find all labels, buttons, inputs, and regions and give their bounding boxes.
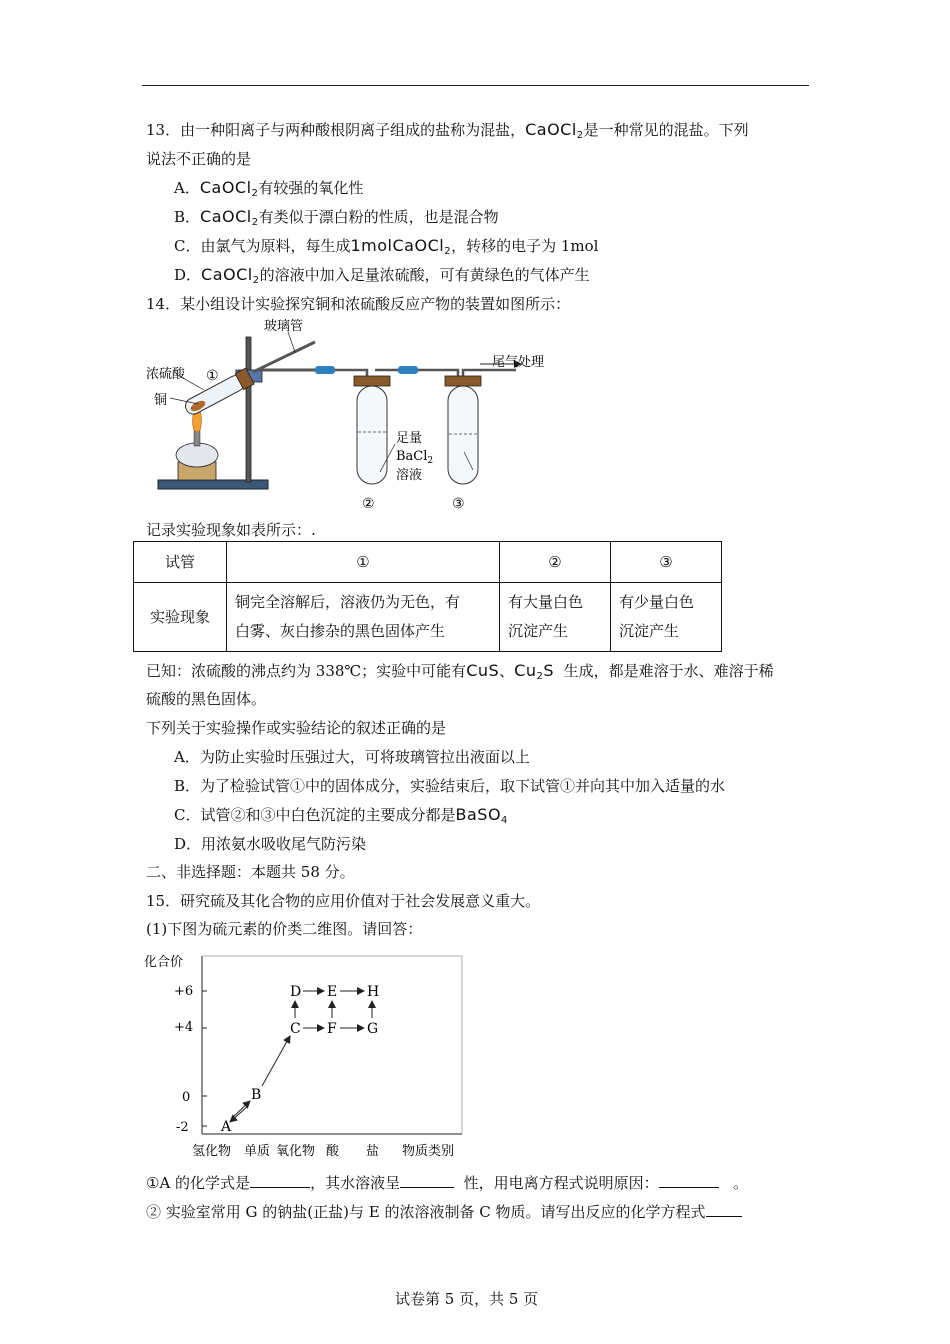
option-formula-sub: 4 xyxy=(501,815,508,826)
q15-q1 xyxy=(146,1171,748,1194)
cell-line: 铜完全溶解后，溶液仍为无色，有 xyxy=(235,593,461,611)
q14-option-a[interactable] xyxy=(174,746,530,768)
stand-rod xyxy=(246,337,251,482)
known-formula-sub: 2 xyxy=(536,671,544,682)
cell-line: 白雾、灰白掺杂的黑色固体产生 xyxy=(235,622,446,640)
known-text-b: 生成，都是难溶于水、难溶于稀 xyxy=(563,662,774,680)
chart-xlabel: 物质类别 xyxy=(402,1144,455,1159)
q15-q2 xyxy=(146,1200,742,1223)
q14-stem: 14．某小组设计实验探究铜和浓硫酸反应产物的装置如图所示： xyxy=(146,295,571,313)
q14-question: 下列关于实验操作或实验结论的叙述正确的是 xyxy=(146,719,447,737)
option-text: 为防止实验时压强过大，可将玻璃管拉出液面以上 xyxy=(199,748,530,766)
option-text: 试管②和③中白色沉淀的主要成分都是 xyxy=(200,806,456,824)
option-text: 的溶液中加入足量浓硫酸，可有黄绿色的气体产生 xyxy=(259,266,590,284)
xtick-label: 氢化物 xyxy=(192,1144,232,1159)
valence-chart xyxy=(140,948,470,1164)
ytick-label: +4 xyxy=(174,1020,194,1035)
answer-blank[interactable] xyxy=(659,1171,719,1188)
table-header: 试管 xyxy=(134,542,227,583)
label-copper: 铜 xyxy=(154,393,168,408)
option-formula: 1molCaOCl xyxy=(350,236,445,255)
q13-stem-a: 13．由一种阳离子与两种酸根阴离子组成的盐称为混盐， xyxy=(146,121,526,139)
table-row-label: 实验现象 xyxy=(134,583,227,652)
observation-table xyxy=(133,541,722,652)
q15-stem: 15．研究硫及其化合物的应用价值对于社会发展意义重大。 xyxy=(146,892,541,910)
option-label: A． xyxy=(174,179,200,197)
q1-text-c: 性，用电离方程式说明原因： xyxy=(463,1174,659,1192)
known-formula-cus: CuS xyxy=(466,661,500,680)
table-header: ③ xyxy=(611,542,722,583)
point-label-a: A xyxy=(221,1119,232,1135)
connector-2 xyxy=(398,366,418,374)
q13-option-a[interactable] xyxy=(174,177,363,205)
label-tube-2: ② xyxy=(362,496,375,512)
known-formula-cu2s: Cu xyxy=(514,661,537,680)
table-cell xyxy=(227,583,500,652)
label-conc-acid: 浓硫酸 xyxy=(146,367,186,382)
cell-line: 沉淀产生 xyxy=(619,622,680,640)
cell-line: 有少量白色 xyxy=(619,593,695,611)
known-sep: 、 xyxy=(499,662,515,680)
top-rule xyxy=(142,85,809,86)
option-formula: CaOCl xyxy=(200,207,252,226)
answer-blank[interactable] xyxy=(400,1171,454,1188)
known-formula-s: S xyxy=(543,661,555,680)
q13-formula-sub: 2 xyxy=(576,130,584,141)
label-tail-gas: 尾气处理 xyxy=(492,355,545,370)
option-label: A． xyxy=(174,748,200,766)
ytick-label: 0 xyxy=(182,1090,191,1105)
option-formula: CaOCl xyxy=(199,178,252,197)
cell-line: 沉淀产生 xyxy=(508,622,569,640)
option-text: 用浓氨水吸收尾气防污染 xyxy=(201,835,367,853)
option-text: ，转移的电子为 1mol xyxy=(451,237,599,255)
q14-record: 记录实验现象如表所示：. xyxy=(146,521,316,539)
label-reagent-3: 溶液 xyxy=(396,468,423,483)
ytick-label: -2 xyxy=(176,1120,189,1135)
xtick-label: 盐 xyxy=(366,1144,380,1159)
option-text: 有较强的氧化性 xyxy=(258,179,364,197)
option-text: 有类似于漂白粉的性质，也是混合物 xyxy=(258,208,499,226)
option-label: B． xyxy=(174,777,201,795)
point-label-f: F xyxy=(327,1021,337,1037)
option-formula-sub: 2 xyxy=(251,188,259,199)
q13-stem xyxy=(146,119,749,147)
connector-1 xyxy=(315,366,335,374)
table-header-row xyxy=(134,542,722,583)
q14-option-c[interactable] xyxy=(174,804,508,832)
point-label-g: G xyxy=(367,1021,379,1037)
xtick-label: 氧化物 xyxy=(276,1144,316,1159)
point-label-b: B xyxy=(251,1087,262,1103)
option-formula: BaSO xyxy=(455,805,502,824)
xtick-label: 酸 xyxy=(326,1144,340,1159)
test-tube-2 xyxy=(357,386,387,484)
arrow-B-to-A xyxy=(230,1106,248,1122)
stand-base xyxy=(158,480,268,489)
xtick-label: 单质 xyxy=(244,1144,271,1159)
chart-ylabel: 化合价 xyxy=(144,955,184,970)
option-label: B． xyxy=(174,208,201,226)
apparatus-diagram xyxy=(140,312,570,517)
page-footer: 试卷第 5 页，共 5 页 xyxy=(395,1290,539,1308)
arrow-B-to-C xyxy=(262,1036,290,1086)
table-cell xyxy=(500,583,611,652)
label-tube-1: ① xyxy=(206,368,219,384)
point-label-e: E xyxy=(327,984,338,1000)
table-row xyxy=(134,583,722,652)
q1-text-d: 。 xyxy=(732,1174,748,1192)
cell-line: 有大量白色 xyxy=(508,593,584,611)
option-formula-sub: 2 xyxy=(444,246,452,257)
label-reagent-1: 足量 xyxy=(396,431,423,446)
glass-tube xyxy=(253,342,315,372)
table-header: ① xyxy=(227,542,500,583)
point-label-c: C xyxy=(290,1021,301,1037)
option-label: D． xyxy=(174,835,202,853)
option-formula-sub: 2 xyxy=(251,217,259,228)
table-cell xyxy=(611,583,722,652)
q13-formula: CaOCl xyxy=(525,120,577,139)
q14-option-b[interactable] xyxy=(174,775,725,797)
ytick-label: +6 xyxy=(174,984,194,999)
stopper-2 xyxy=(354,376,390,386)
burner-wick xyxy=(194,430,200,446)
q13-stem-c: 说法不正确的是 xyxy=(146,150,252,168)
q14-known-c: 硫酸的黑色固体。 xyxy=(146,690,267,708)
option-label: C． xyxy=(174,237,201,255)
point-label-h: H xyxy=(367,984,380,1000)
q13-stem-b: 是一种常见的混盐。下列 xyxy=(583,121,749,139)
point-label-d: D xyxy=(290,984,302,1000)
burner-bowl xyxy=(176,443,218,467)
option-formula-sub: 2 xyxy=(252,275,260,286)
answer-blank[interactable] xyxy=(250,1171,310,1188)
q1-text-b: ，其水溶液呈 xyxy=(310,1174,401,1192)
q1-text-a: ①A 的化学式是 xyxy=(146,1174,251,1192)
q14-known xyxy=(146,660,774,688)
label-glass-tube: 玻璃管 xyxy=(264,319,304,334)
test-tube-3 xyxy=(448,386,478,484)
option-label: D． xyxy=(174,266,202,284)
q2-text: ② 实验室常用 G 的钠盐(正盐)与 E 的浓溶液制备 C 物质。请写出反应的化学方程式 xyxy=(146,1203,706,1221)
option-text: 为了检验试管①中的固体成分，实验结束后，取下试管①并向其中加入适量的水 xyxy=(200,777,726,795)
answer-blank[interactable] xyxy=(706,1200,742,1217)
arrow-A-to-B xyxy=(232,1101,250,1118)
label-reagent-2: BaCl$_2$ xyxy=(396,449,434,466)
q13-option-d[interactable] xyxy=(174,264,590,292)
q13-option-c[interactable] xyxy=(174,235,598,263)
stopper-3 xyxy=(445,376,481,386)
section-heading: 二、非选择题：本题共 58 分。 xyxy=(146,863,355,881)
q13-option-b[interactable] xyxy=(174,206,499,234)
label-tube-3: ③ xyxy=(452,496,465,512)
known-text: 已知：浓硫酸的沸点约为 338℃；实验中可能有 xyxy=(146,662,467,680)
table-header: ② xyxy=(500,542,611,583)
q14-option-d[interactable] xyxy=(174,833,366,855)
q15-sub1: (1)下图为硫元素的价类二维图。请回答： xyxy=(146,920,423,938)
option-label: C． xyxy=(174,806,201,824)
option-formula: CaOCl xyxy=(201,265,253,284)
option-text-pre: 由氯气为原料，每生成 xyxy=(200,237,351,255)
